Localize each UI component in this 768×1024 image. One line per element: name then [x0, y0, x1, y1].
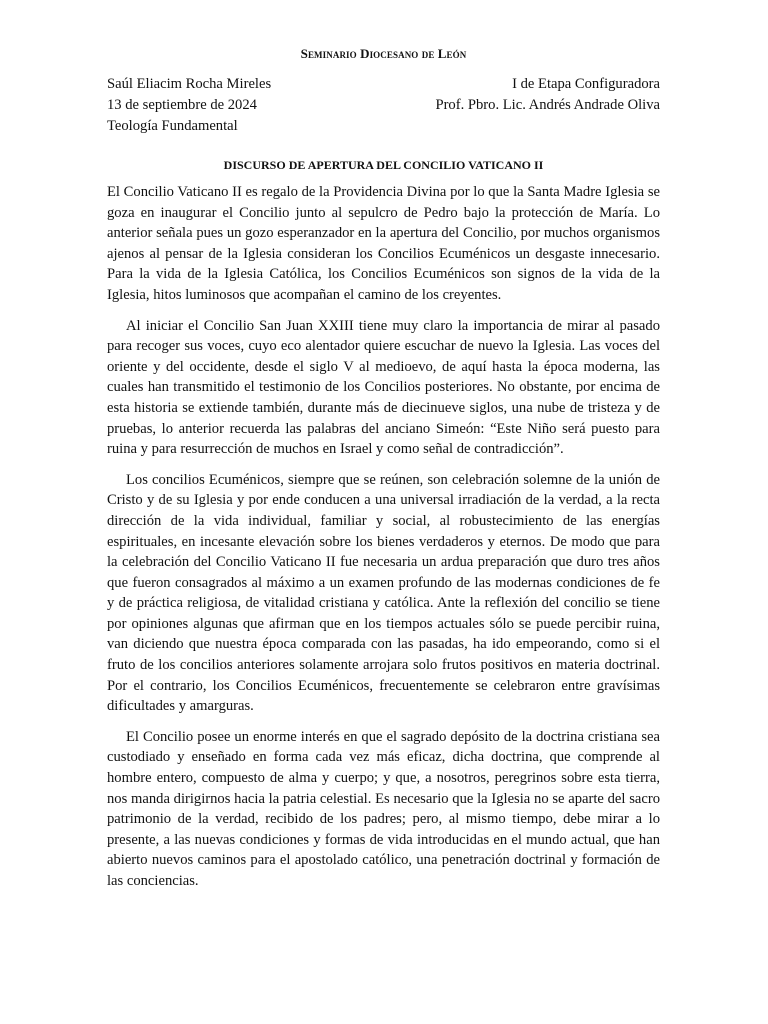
document-date: 13 de septiembre de 2024: [107, 97, 257, 113]
course-name: Teología Fundamental: [107, 118, 238, 134]
paragraph: El Concilio posee un enorme interés en que el sagrado depósito de la doctrina cristiana sea custodiado y enseñado en forma cada vez más eficaz, dicha doctrina, que comprende al hombre entero, compuesto de alma y cuerpo; y que, a nosotros, peregrinos sobre esta tierra, nos manda dirigirnos hacia la patria celestial. Es necesario que la Iglesia no se aparte del sacro patrimonio de la verdad, recibido de los padres; pero, al mismo tiempo, debe mirar a lo presente, a las nuevas condiciones y formas de vida introducidas en el mundo actual, que han abierto nuevos caminos para el apostolado católico, una penetración doctrinal y formación de las conciencias.: [107, 728, 660, 889]
document-body: [107, 182, 660, 902]
paragraph: El Concilio Vaticano II es regalo de la Providencia Divina por lo que la Santa Madre Iglesia se goza en inaugurar el Concilio junto al sepulcro de Pedro bajo la protección de María. Lo anterior señala pues un gozo esperanzador en la apertura del Concilio, por muchos organismos ajenos al pensar de la Iglesia consideran los Concilios Ecuménicos un desgaste innecesario. Para la vida de la Iglesia Católica, los Concilios Ecuménicos son signos de la vida de la Iglesia, hitos luminosos que acompañan el camino de los creyentes.: [107, 184, 660, 303]
header-meta: [107, 74, 660, 137]
meta-row-1: [107, 74, 660, 95]
institution-name: Seminario Diocesano de León: [300, 46, 467, 61]
meta-row-3: [107, 116, 660, 137]
paragraph: Los concilios Ecuménicos, siempre que se reúnen, son celebración solemne de la unión de Cristo y de su Iglesia y por ende conducen a una universal irradiación de la verdad, a la recta dirección de la vida individual, familiar y social, al robustecimiento de las energías espirituales, en incesante elevación sobre los bienes verdaderos y eternos. De modo que para la celebración del Concilio Vaticano II fue necesaria un ardua preparación que duro tres años que fueron consagrados al máximo a un examen profundo de las modernas condiciones de fe y de práctica religiosa, de vitalidad cristiana y católica. Ante la reflexión del concilio se tiene por opiniones algunas que afirman que en los tiempos actuales sólo se puede percibir ruina, van diciendo que nuestra época comparada con las pasadas, ha ido empeorando, como si el fruto de los concilios anteriores solamente arrojara solo frutos positivos en materia doctrinal. Por el contrario, los Concilios Ecuménicos, frecuentemente se celebraron entre gravísimas dificultades y amarguras.: [107, 471, 660, 715]
meta-row-2: [107, 95, 660, 116]
document-title: DISCURSO DE APERTURA DEL CONCILIO VATICANO II: [223, 158, 544, 172]
professor-name: Prof. Pbro. Lic. Andrés Andrade Oliva: [435, 97, 660, 113]
author-name: Saúl Eliacim Rocha Mireles: [107, 76, 272, 92]
paragraph: Al iniciar el Concilio San Juan XXIII tiene muy claro la importancia de mirar al pasado para recoger sus voces, cuyo eco alentador quiere escuchar de nuevo la Iglesia. Las voces del oriente y del occidente, desde el siglo V al medioevo, de aquí hasta la época moderna, las cuales han transmitido el testimonio de los Concilios posteriores. No obstante, por encima de esta historia se extiende también, durante más de diecinueve siglos, una nube de tristeza y de pruebas, lo anterior recuerda las palabras del anciano Simeón: “Este Niño será puesto para ruina y para resurrección de muchos en Israel y como señal de contradicción”.: [107, 317, 660, 458]
stage-name: I de Etapa Configuradora: [512, 76, 660, 92]
